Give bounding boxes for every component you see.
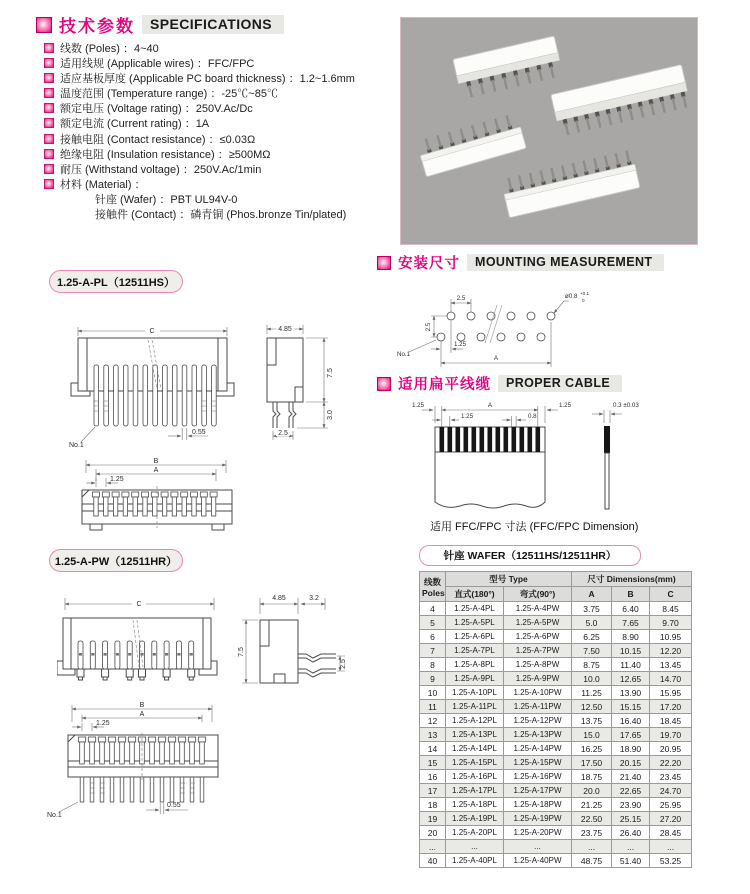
col-header-right-angle: 弯式(90°) [504, 587, 572, 602]
pw-side-view-drawing [236, 592, 348, 698]
proper-cable-title-zh: 适用扁平线缆 [398, 377, 491, 393]
cell-dim-a: 6.25 [572, 630, 612, 644]
cell-dim-c: 19.70 [650, 728, 692, 742]
cell-dim-c: 13.45 [650, 658, 692, 672]
specifications-header [36, 12, 284, 37]
cell-pl-type: 1.25-A-6PL [446, 630, 504, 644]
spec-item [44, 131, 355, 146]
cell-dim-a: 21.25 [572, 798, 612, 812]
cell-dim-b: 22.65 [612, 784, 650, 798]
table-row [420, 770, 692, 784]
col-header-dimensions: 尺寸 Dimensions(mm) [572, 572, 692, 587]
square-bullet-icon [44, 134, 54, 144]
cell-dim-a: 12.50 [572, 700, 612, 714]
cell-dim-c: 14.70 [650, 672, 692, 686]
cell-poles: 20 [420, 826, 446, 840]
cell-poles: 40 [420, 854, 446, 868]
cell-poles: 9 [420, 672, 446, 686]
table-row [420, 672, 692, 686]
spec-item-text: 适用线规 (Applicable wires) ：FFC/FPC [60, 58, 255, 71]
col-header-poles-zh: 线数 [423, 576, 441, 587]
col-header-type: 型号 Type [446, 572, 572, 587]
cell-poles: 10 [420, 686, 446, 700]
pw-model-badge: 1.25-A-PW（12511HR） [49, 549, 183, 572]
cell-pw-type: 1.25-A-17PW [504, 784, 572, 798]
cell-pw-type: 1.25-A-6PW [504, 630, 572, 644]
cell-poles: 12 [420, 714, 446, 728]
cell-dim-a: 20.0 [572, 784, 612, 798]
table-row [420, 714, 692, 728]
table-row [420, 798, 692, 812]
cell-poles: 14 [420, 742, 446, 756]
cell-dim-a: 8.75 [572, 658, 612, 672]
connector-photo-2 [546, 61, 698, 150]
wafer-table-badge: 针座 WAFER（12511HS/12511HR） [419, 545, 641, 566]
cell-dim-a: 48.75 [572, 854, 612, 868]
cell-dim-c: 8.45 [650, 602, 692, 616]
cell-poles: 16 [420, 770, 446, 784]
cell-pl-type: 1.25-A-14PL [446, 742, 504, 756]
svg-text:A: A [493, 355, 499, 362]
cell-dim-b: 26.40 [612, 826, 650, 840]
svg-text:A: A [487, 402, 493, 409]
svg-text:B: B [139, 702, 145, 709]
svg-text:C: C [136, 601, 142, 608]
svg-text:3.2: 3.2 [309, 595, 319, 602]
cell-pw-type: 1.25-A-5PW [504, 616, 572, 630]
cell-pl-type: 1.25-A-5PL [446, 616, 504, 630]
table-row [420, 840, 692, 854]
table-row [420, 602, 692, 616]
cell-dim-a: 11.25 [572, 686, 612, 700]
cell-pl-type: 1.25-A-19PL [446, 812, 504, 826]
specifications-title-en: SPECIFICATIONS [142, 15, 284, 34]
cell-pw-type: 1.25-A-14PW [504, 742, 572, 756]
square-bullet-icon [377, 256, 391, 270]
square-bullet-icon [44, 149, 54, 159]
pw-front-view-drawing [57, 593, 222, 695]
svg-text:2.5: 2.5 [340, 659, 347, 669]
cell-dim-c: 9.70 [650, 616, 692, 630]
cell-dim-a: ... [572, 840, 612, 854]
table-row [420, 658, 692, 672]
square-bullet-icon [44, 103, 54, 113]
table-header-row-1 [420, 572, 692, 587]
cell-pl-type: 1.25-A-16PL [446, 770, 504, 784]
cell-pl-type: 1.25-A-13PL [446, 728, 504, 742]
cell-pw-type: 1.25-A-18PW [504, 798, 572, 812]
svg-text:0.3 ±0.03: 0.3 ±0.03 [613, 402, 639, 409]
cell-dim-c: 23.45 [650, 770, 692, 784]
cell-poles: 15 [420, 756, 446, 770]
spec-item-text: 线数 (Poles) ：4~40 [60, 43, 159, 55]
cell-pw-type: 1.25-A-16PW [504, 770, 572, 784]
cell-dim-b: 13.90 [612, 686, 650, 700]
cell-pl-type: 1.25-A-11PL [446, 700, 504, 714]
pw-bottom-view-drawing [46, 700, 236, 822]
cell-pw-type: 1.25-A-40PW [504, 854, 572, 868]
table-header-row-2 [420, 587, 692, 602]
cell-dim-c: 24.70 [650, 784, 692, 798]
svg-text:2.5: 2.5 [425, 322, 432, 332]
svg-text:0: 0 [582, 298, 585, 303]
cell-dim-c: 12.20 [650, 644, 692, 658]
cell-pw-type: 1.25-A-11PW [504, 700, 572, 714]
cell-dim-c: 17.20 [650, 700, 692, 714]
cell-pw-type: 1.25-A-10PW [504, 686, 572, 700]
spec-item [44, 40, 355, 55]
cell-pl-type: 1.25-A-7PL [446, 644, 504, 658]
square-bullet-icon [377, 377, 391, 391]
wafer-dimensions-table [419, 571, 692, 868]
cell-pw-type: ... [504, 840, 572, 854]
cell-dim-b: 25.15 [612, 812, 650, 826]
cell-dim-a: 13.75 [572, 714, 612, 728]
cell-dim-a: 3.75 [572, 602, 612, 616]
svg-text:1.25: 1.25 [110, 476, 124, 483]
cell-poles: 11 [420, 700, 446, 714]
cell-dim-b: 10.15 [612, 644, 650, 658]
mounting-title-en: MOUNTING MEASUREMENT [467, 254, 664, 271]
spec-item [44, 115, 355, 130]
table-row [420, 742, 692, 756]
cell-pl-type: 1.25-A-15PL [446, 756, 504, 770]
cell-pl-type: 1.25-A-9PL [446, 672, 504, 686]
square-bullet-icon [44, 73, 54, 83]
mounting-drawing [393, 283, 593, 375]
square-bullet-icon [44, 179, 54, 189]
spec-item-text: 接触电阻 (Contact resistance) ：≤0.03Ω [60, 133, 256, 146]
cell-poles: 19 [420, 812, 446, 826]
svg-text:1.25: 1.25 [558, 402, 572, 409]
cell-dim-a: 15.0 [572, 728, 612, 742]
square-bullet-icon [44, 88, 54, 98]
cell-pw-type: 1.25-A-4PW [504, 602, 572, 616]
cell-dim-c: 20.95 [650, 742, 692, 756]
cell-poles: 17 [420, 784, 446, 798]
spec-item [44, 85, 355, 100]
cell-dim-b: 21.40 [612, 770, 650, 784]
cell-dim-a: 18.75 [572, 770, 612, 784]
cell-dim-c: 25.95 [650, 798, 692, 812]
cell-dim-a: 5.0 [572, 616, 612, 630]
cell-poles: 6 [420, 630, 446, 644]
spec-item-text: 温度范围 (Temperature range) ：-25℃~85℃ [60, 88, 278, 101]
spec-item-text: 材料 (Material) ： [60, 178, 146, 191]
square-bullet-icon [44, 58, 54, 68]
cell-poles: ... [420, 840, 446, 854]
svg-text:A: A [139, 711, 145, 718]
cell-dim-a: 22.50 [572, 812, 612, 826]
cell-poles: 4 [420, 602, 446, 616]
cell-pw-type: 1.25-A-7PW [504, 644, 572, 658]
material-detail-text: 接触件 (Contact) ：磷青铜 (Phos.bronze Tin/plated) [95, 209, 347, 222]
svg-text:No.1: No.1 [397, 351, 411, 358]
cell-dim-b: 8.90 [612, 630, 650, 644]
svg-text:A: A [153, 467, 159, 474]
cell-dim-b: 12.65 [612, 672, 650, 686]
table-row [420, 756, 692, 770]
svg-text:7.5: 7.5 [238, 647, 245, 657]
cell-dim-a: 16.25 [572, 742, 612, 756]
spec-item [44, 176, 355, 191]
table-row [420, 728, 692, 742]
col-header-c: C [650, 587, 692, 602]
cell-dim-b: 6.40 [612, 602, 650, 616]
col-header-straight: 直式(180°) [446, 587, 504, 602]
cell-pw-type: 1.25-A-8PW [504, 658, 572, 672]
col-header-poles-en: Poles [422, 587, 445, 598]
cell-dim-c: 10.95 [650, 630, 692, 644]
spec-item-text: 额定电流 (Current rating) ：1A [60, 118, 210, 131]
cell-poles: 7 [420, 644, 446, 658]
cable-drawing [400, 396, 645, 518]
cell-pw-type: 1.25-A-15PW [504, 756, 572, 770]
col-header-poles [420, 572, 446, 602]
spec-item-text: 耐压 (Withstand voltage) ：250V.Ac/1min [60, 163, 262, 176]
cell-dim-b: 20.15 [612, 756, 650, 770]
svg-text:3.0: 3.0 [327, 410, 334, 420]
col-header-a: A [572, 587, 612, 602]
table-row [420, 784, 692, 798]
cell-dim-a: 23.75 [572, 826, 612, 840]
cell-dim-c: 27.20 [650, 812, 692, 826]
cell-poles: 8 [420, 658, 446, 672]
svg-text:4.85: 4.85 [272, 595, 286, 602]
specifications-title-zh: 技术参数 [59, 17, 135, 36]
cell-poles: 13 [420, 728, 446, 742]
svg-text:1.25: 1.25 [96, 720, 110, 727]
cell-pl-type: 1.25-A-4PL [446, 602, 504, 616]
cell-dim-a: 17.50 [572, 756, 612, 770]
cell-pw-type: 1.25-A-20PW [504, 826, 572, 840]
cell-dim-c: 18.45 [650, 714, 692, 728]
square-bullet-icon [44, 164, 54, 174]
svg-text:1.25: 1.25 [461, 413, 474, 420]
cell-pl-type: 1.25-A-8PL [446, 658, 504, 672]
cell-pl-type: ... [446, 840, 504, 854]
product-photo [400, 17, 698, 245]
table-row [420, 686, 692, 700]
cell-dim-b: 16.40 [612, 714, 650, 728]
proper-cable-header [377, 373, 622, 394]
cell-poles: 18 [420, 798, 446, 812]
cell-dim-c: ... [650, 840, 692, 854]
pl-model-badge: 1.25-A-PL（12511HS） [49, 270, 183, 293]
svg-text:4.85: 4.85 [278, 326, 292, 333]
spec-item-text: 额定电压 (Voltage rating) ：250V.Ac/Dc [60, 103, 253, 116]
table-row [420, 812, 692, 826]
cell-dim-b: 7.65 [612, 616, 650, 630]
cell-dim-b: 11.40 [612, 658, 650, 672]
square-bullet-icon [44, 118, 54, 128]
svg-text:0.8: 0.8 [528, 413, 537, 420]
table-row [420, 700, 692, 714]
svg-text:No.1: No.1 [69, 442, 84, 449]
cell-pw-type: 1.25-A-12PW [504, 714, 572, 728]
cell-dim-c: 22.20 [650, 756, 692, 770]
table-row [420, 644, 692, 658]
material-detail-text: 针座 (Wafer) ：PBT UL94V-0 [95, 194, 238, 206]
cell-dim-b: 15.15 [612, 700, 650, 714]
cell-dim-a: 10.0 [572, 672, 612, 686]
table-row [420, 826, 692, 840]
spec-item-text: 适应基板厚度 (Applicable PC board thickness) ：1.2~1.6mm [60, 73, 355, 86]
svg-text:1.25: 1.25 [411, 402, 425, 409]
table-row [420, 854, 692, 868]
cell-dim-c: 28.45 [650, 826, 692, 840]
cell-pl-type: 1.25-A-40PL [446, 854, 504, 868]
material-details [95, 191, 346, 221]
cell-pl-type: 1.25-A-10PL [446, 686, 504, 700]
cell-pl-type: 1.25-A-20PL [446, 826, 504, 840]
spec-item [44, 161, 355, 176]
cable-caption: 适用 FFC/FPC 寸法 (FFC/FPC Dimension) [430, 521, 639, 533]
svg-text:1.25: 1.25 [454, 341, 467, 348]
svg-text:B: B [153, 458, 159, 465]
table-row [420, 630, 692, 644]
spec-item [44, 100, 355, 115]
spec-item [44, 55, 355, 70]
pl-side-view-drawing [250, 321, 342, 443]
spec-item-text: 绝缘电阻 (Insulation resistance) ：≥500MΩ [60, 148, 271, 161]
cell-pl-type: 1.25-A-18PL [446, 798, 504, 812]
spec-item [44, 70, 355, 85]
cell-dim-c: 15.95 [650, 686, 692, 700]
cell-dim-b: ... [612, 840, 650, 854]
mounting-title-zh: 安装尺寸 [398, 256, 460, 272]
svg-text:7.5: 7.5 [327, 368, 334, 378]
svg-text:0.55: 0.55 [167, 802, 181, 809]
svg-text:2.5: 2.5 [278, 430, 288, 437]
mounting-header [377, 252, 664, 273]
col-header-b: B [612, 587, 650, 602]
svg-text:0.55: 0.55 [192, 429, 206, 436]
cell-dim-b: 23.90 [612, 798, 650, 812]
cell-poles: 5 [420, 616, 446, 630]
square-bullet-icon [44, 43, 54, 53]
svg-text:2.5: 2.5 [456, 295, 466, 302]
svg-text:No.1: No.1 [47, 812, 62, 819]
cell-pw-type: 1.25-A-9PW [504, 672, 572, 686]
spec-list [44, 40, 355, 191]
cell-pw-type: 1.25-A-19PW [504, 812, 572, 826]
proper-cable-title-en: PROPER CABLE [498, 375, 622, 392]
cell-pl-type: 1.25-A-17PL [446, 784, 504, 798]
cell-pw-type: 1.25-A-13PW [504, 728, 572, 742]
cell-dim-b: 17.65 [612, 728, 650, 742]
square-bullet-icon [36, 17, 52, 33]
cell-pl-type: 1.25-A-12PL [446, 714, 504, 728]
cell-dim-a: 7.50 [572, 644, 612, 658]
table-row [420, 616, 692, 630]
pl-front-view-drawing [68, 323, 238, 451]
spec-item [44, 146, 355, 161]
pl-bottom-view-drawing [76, 452, 248, 540]
svg-text:ø0.8: ø0.8 [565, 293, 578, 300]
svg-text:C: C [149, 328, 155, 335]
cell-dim-b: 51.40 [612, 854, 650, 868]
cell-dim-b: 18.90 [612, 742, 650, 756]
svg-text:+0.1: +0.1 [580, 291, 590, 296]
cell-dim-c: 53.25 [650, 854, 692, 868]
